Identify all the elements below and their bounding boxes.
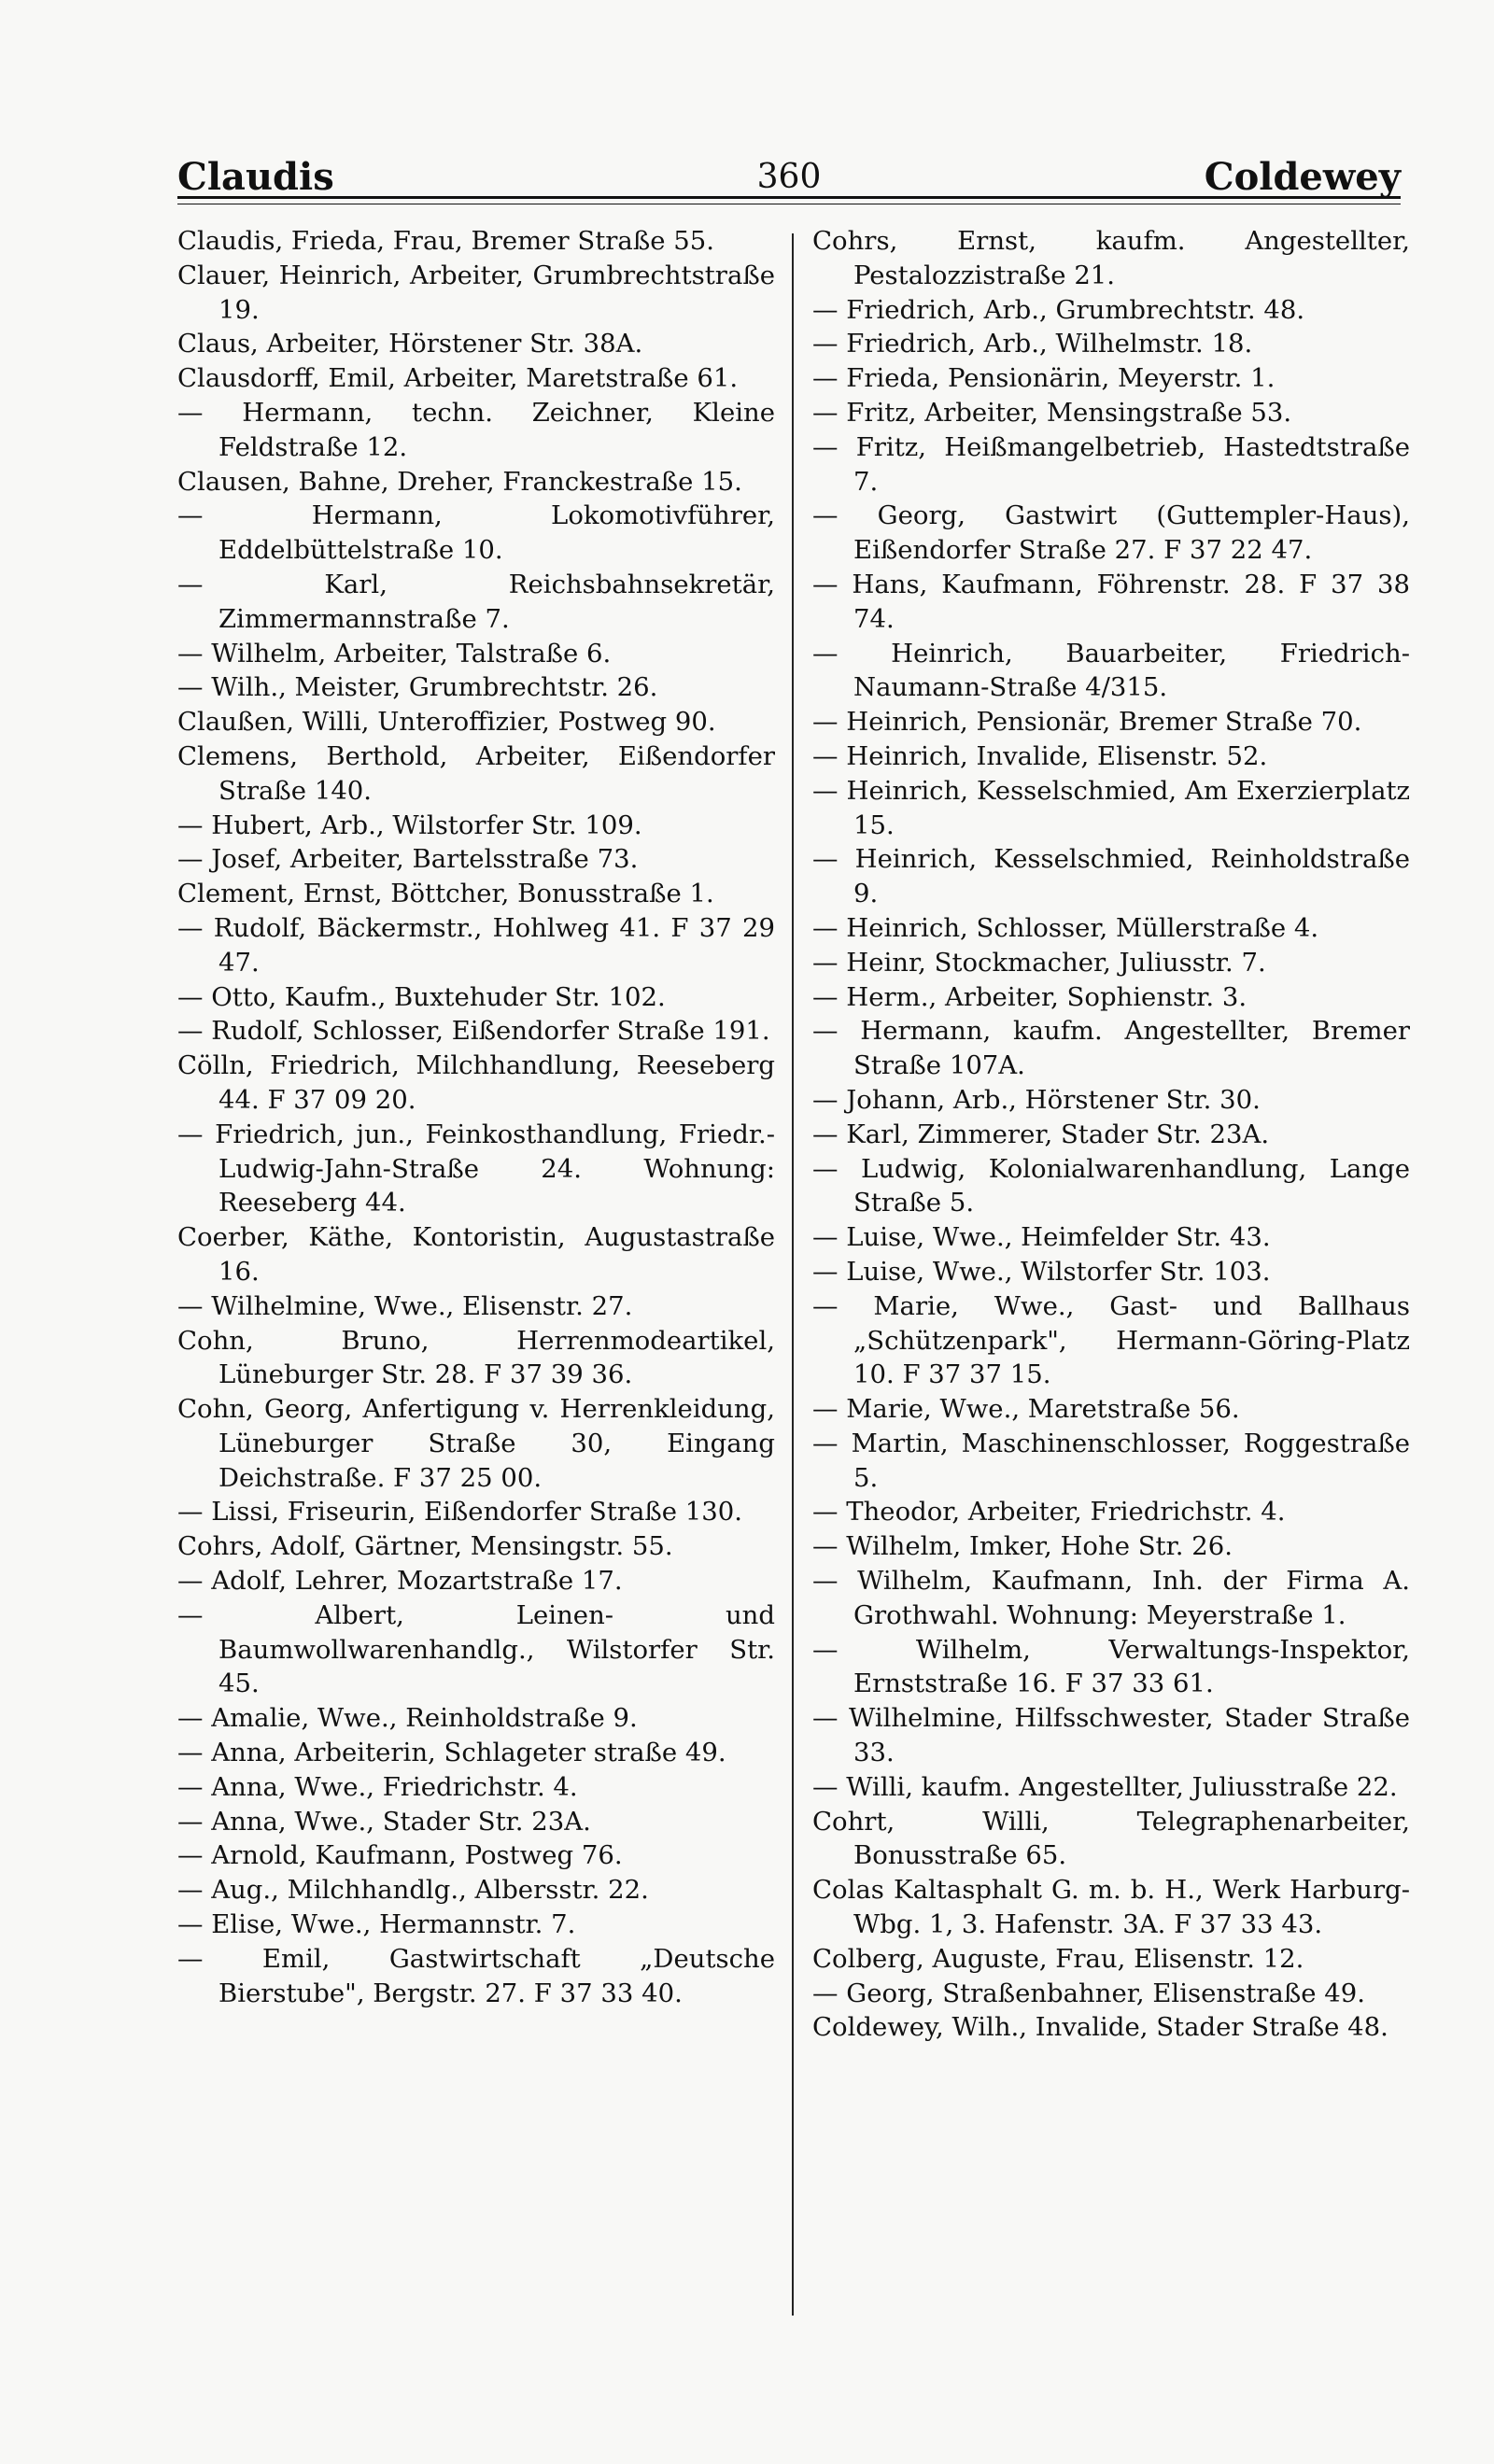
list-item: Claus, Arbeiter, Hörstener Str. 38A. — [177, 329, 643, 359]
header-last-entry: Coldewey — [1204, 155, 1401, 199]
list-item: — Frieda, Pensionärin, Meyerstr. 1. — [812, 363, 1276, 394]
list-item: — Georg, Gastwirt (Guttempler-Haus), Eißendorfer Straße 27. F 37 22 47. — [812, 500, 1410, 566]
list-item: Clemens, Berthold, Arbeiter, Eißendorfer Straße 140. — [177, 740, 775, 806]
list-item: — Marie, Wwe., Maretstraße 56. — [812, 1394, 1240, 1425]
list-item: Cohn, Bruno, Herrenmodeartikel, Lüneburger Str. 28. F 37 39 36. — [177, 1325, 775, 1390]
list-item: — Fritz, Heißmangelbetrieb, Hastedtstraße 7. — [812, 431, 1410, 497]
list-item: — Anna, Wwe., Friedrichstr. 4. — [177, 1771, 578, 1802]
list-item: — Hubert, Arb., Wilstorfer Str. 109. — [177, 810, 642, 840]
left-column — [177, 224, 775, 2334]
list-item: — Rudolf, Bäckermstr., Hohlweg 41. F 37 29 47. — [177, 912, 775, 978]
list-item: — Friedrich, Arb., Grumbrechtstr. 48. — [812, 294, 1305, 325]
list-item: — Karl, Zimmerer, Stader Str. 23A. — [812, 1119, 1270, 1149]
list-item: — Wilhelmine, Wwe., Elisenstr. 27. — [177, 1290, 633, 1321]
list-item: Coldewey, Wilh., Invalide, Stader Straße 48. — [812, 2012, 1388, 2043]
list-item: — Luise, Wwe., Heimfelder Str. 43. — [812, 1222, 1271, 1253]
list-item: — Anna, Arbeiterin, Schlageter straße 49. — [177, 1738, 726, 1768]
column-divider — [792, 233, 794, 2316]
list-item: — Albert, Leinen- und Baumwollwarenhandlg., Wilstorfer Str. 45. — [177, 1599, 775, 1699]
list-item: Claußen, Willi, Unteroffizier, Postweg 90. — [177, 707, 716, 738]
list-item: Claudis, Frieda, Frau, Bremer Straße 55. — [177, 226, 714, 256]
list-item: — Heinrich, Bauarbeiter, Friedrich-Naumann-Straße 4/315. — [812, 638, 1410, 703]
list-item: Cohrs, Ernst, kaufm. Angestellter, Pestalozzistraße 21. — [812, 226, 1410, 290]
list-item: — Marie, Wwe., Gast- und Ballhaus „Schützenpark", Hermann-Göring-Platz 10. F 37 37 15. — [812, 1290, 1410, 1390]
list-item: — Rudolf, Schlosser, Eißendorfer Straße 191. — [177, 1016, 770, 1047]
list-item: — Amalie, Wwe., Reinholdstraße 9. — [177, 1703, 638, 1734]
list-item: — Wilhelm, Verwaltungs-Inspektor, Ernststraße 16. F 37 33 61. — [812, 1634, 1410, 1699]
header-first-entry: Claudis — [177, 155, 334, 199]
list-item: — Aug., Milchhandlg., Albersstr. 22. — [177, 1875, 649, 1906]
page-number: 360 — [756, 158, 822, 196]
list-item: Colas Kaltasphalt G. m. b. H., Werk Harburg-Wbg. 1, 3. Hafenstr. 3A. F 37 33 43. — [812, 1875, 1410, 1940]
list-item: — Arnold, Kaufmann, Postweg 76. — [177, 1840, 623, 1871]
list-item: — Wilhelm, Imker, Hohe Str. 26. — [812, 1531, 1233, 1562]
list-item: Clement, Ernst, Böttcher, Bonusstraße 1. — [177, 879, 714, 909]
list-item: — Georg, Straßenbahner, Elisenstraße 49. — [812, 1978, 1365, 2008]
list-item: — Wilh., Meister, Grumbrechtstr. 26. — [177, 672, 658, 703]
list-item: — Emil, Gastwirtschaft „Deutsche Bierstube", Bergstr. 27. F 37 33 40. — [177, 1943, 775, 2008]
list-item-bold: Cohn, Georg, Anfertigung v. Herrenkleidung, Lüneburger Straße 30, Eingang Deichstraße. F 37 25 00. — [177, 1394, 775, 1493]
list-item: — Fritz, Arbeiter, Mensingstraße 53. — [812, 397, 1292, 428]
list-item: — Willi, kaufm. Angestellter, Juliusstraße 22. — [812, 1771, 1398, 1802]
list-item: Clausdorff, Emil, Arbeiter, Maretstraße 61. — [177, 363, 739, 394]
list-item: — Otto, Kaufm., Buxtehuder Str. 102. — [177, 981, 666, 1012]
list-item: — Lissi, Friseurin, Eißendorfer Straße 130. — [177, 1497, 742, 1528]
list-item: Clausen, Bahne, Dreher, Franckestraße 15. — [177, 466, 742, 497]
list-item: Coerber, Käthe, Kontoristin, Augustastraße 16. — [177, 1222, 775, 1287]
list-item: — Hans, Kaufmann, Föhrenstr. 28. F 37 38 74. — [812, 569, 1410, 634]
right-column — [812, 224, 1410, 2334]
list-item: — Hermann, Lokomotivführer, Eddelbüttelstraße 10. — [177, 500, 775, 566]
list-item: — Josef, Arbeiter, Bartelsstraße 73. — [177, 844, 639, 875]
list-item: — Wilhelm, Arbeiter, Talstraße 6. — [177, 638, 612, 669]
list-item: — Hermann, techn. Zeichner, Kleine Feldstraße 12. — [177, 397, 775, 462]
list-item: — Heinrich, Kesselschmied, Am Exerzierplatz 15. — [812, 775, 1410, 840]
list-item: — Friedrich, jun., Feinkosthandlung, Friedr.-Ludwig-Jahn-Straße 24. Wohnung: Reeseberg 44. — [177, 1119, 775, 1218]
list-item: Cohrt, Willi, Telegraphenarbeiter, Bonusstraße 65. — [812, 1806, 1410, 1871]
list-item: Clauer, Heinrich, Arbeiter, Grumbrechtstraße 19. — [177, 260, 775, 325]
list-item: — Anna, Wwe., Stader Str. 23A. — [177, 1806, 591, 1837]
list-item: — Wilhelmine, Hilfsschwester, Stader Straße 33. — [812, 1703, 1410, 1768]
list-item: — Heinrich, Schlosser, Müllerstraße 4. — [812, 912, 1319, 943]
list-item: — Heinrich, Invalide, Elisenstr. 52. — [812, 740, 1268, 771]
list-item: Cohrs, Adolf, Gärtner, Mensingstr. 55. — [177, 1531, 673, 1562]
list-item: — Adolf, Lehrer, Mozartstraße 17. — [177, 1566, 623, 1597]
list-item: — Theodor, Arbeiter, Friedrichstr. 4. — [812, 1497, 1286, 1528]
list-item: — Friedrich, Arb., Wilhelmstr. 18. — [812, 329, 1253, 359]
list-item: — Heinrich, Pensionär, Bremer Straße 70. — [812, 707, 1362, 738]
list-item: — Karl, Reichsbahnsekretär, Zimmermannstraße 7. — [177, 569, 775, 634]
list-item: — Ludwig, Kolonialwarenhandlung, Lange Straße 5. — [812, 1153, 1410, 1218]
list-item: — Johann, Arb., Hörstener Str. 30. — [812, 1084, 1261, 1115]
list-item: — Heinr, Stockmacher, Juliusstr. 7. — [812, 947, 1266, 978]
list-item: — Herm., Arbeiter, Sophienstr. 3. — [812, 981, 1247, 1012]
list-item: — Elise, Wwe., Hermannstr. 7. — [177, 1909, 576, 1940]
list-item: — Hermann, kaufm. Angestellter, Bremer Straße 107A. — [812, 1016, 1410, 1081]
list-item: — Martin, Maschinenschlosser, Roggestraße 5. — [812, 1428, 1410, 1493]
list-item: — Heinrich, Kesselschmied, Reinholdstraße 9. — [812, 844, 1410, 909]
list-item: — Luise, Wwe., Wilstorfer Str. 103. — [812, 1256, 1271, 1287]
header-rule — [177, 196, 1401, 199]
list-item: Colberg, Auguste, Frau, Elisenstr. 12. — [812, 1943, 1304, 1974]
list-item: Cölln, Friedrich, Milchhandlung, Reeseberg 44. F 37 09 20. — [177, 1050, 775, 1115]
list-item: — Wilhelm, Kaufmann, Inh. der Firma A. Grothwahl. Wohnung: Meyerstraße 1. — [812, 1566, 1410, 1630]
